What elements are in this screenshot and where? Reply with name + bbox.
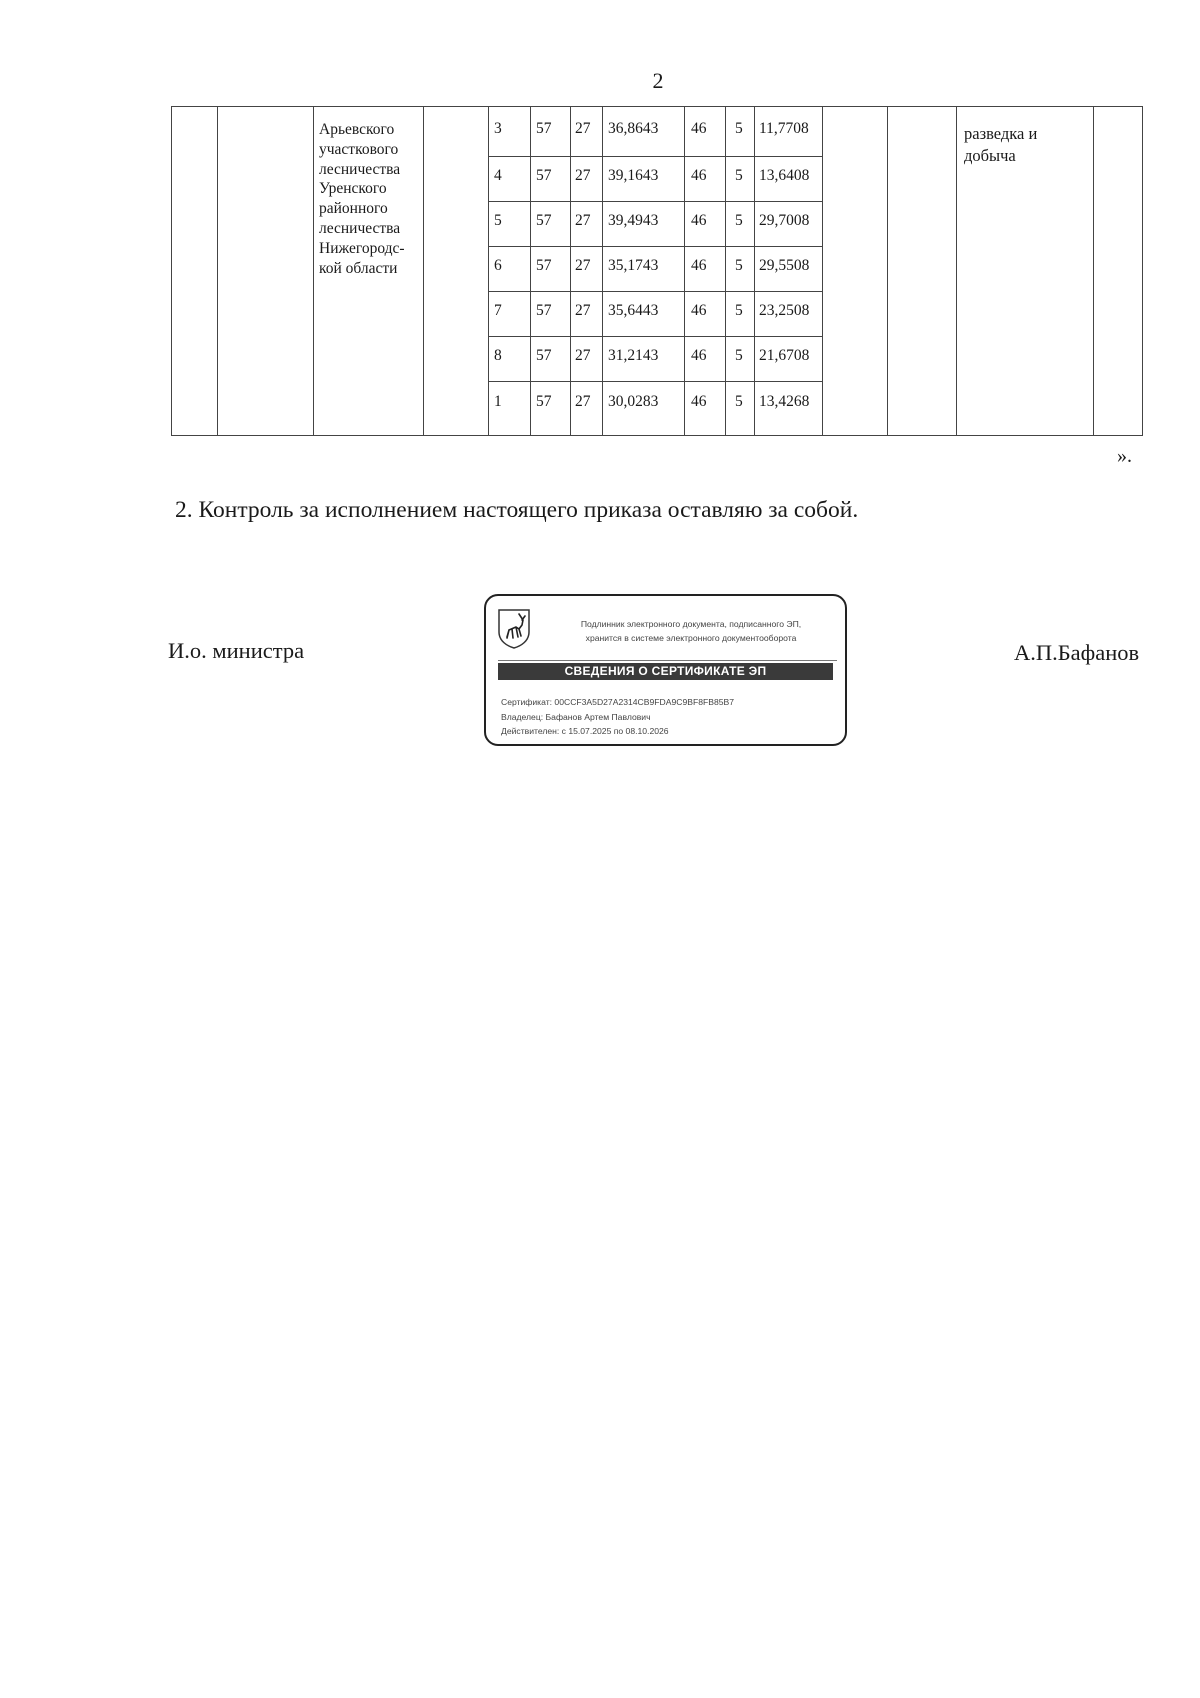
lat-minutes: 27 <box>575 167 591 184</box>
coordinates-table <box>171 106 1143 436</box>
certificate-owner: Владелец: Бафанов Артем Павлович <box>501 711 651 722</box>
lon-minutes: 5 <box>735 257 743 274</box>
lat-degrees: 57 <box>536 393 552 410</box>
stamp-note-line: Подлинник электронного документа, подписанного ЭП, <box>580 619 802 629</box>
lon-seconds: 13,6408 <box>759 167 810 184</box>
lat-seconds: 31,2143 <box>608 347 659 364</box>
stamp-note-line: хранится в системе электронного документооборота <box>585 633 797 643</box>
lat-seconds: 35,1743 <box>608 257 659 274</box>
point-number: 5 <box>494 212 502 229</box>
lon-seconds: 11,7708 <box>759 120 809 137</box>
point-number: 7 <box>494 302 502 319</box>
point-number: 6 <box>494 257 502 274</box>
lon-seconds: 23,2508 <box>759 302 810 319</box>
lon-degrees: 46 <box>691 212 707 229</box>
lon-seconds: 13,4268 <box>759 393 810 410</box>
lon-minutes: 5 <box>735 302 743 319</box>
signatory-name: А.П.Бафанов <box>1014 640 1140 665</box>
lat-degrees: 57 <box>536 347 552 364</box>
region-line: Арьевского <box>319 121 395 138</box>
lon-degrees: 46 <box>691 167 707 184</box>
point-number: 8 <box>494 347 502 364</box>
page-number: 2 <box>652 68 664 93</box>
lon-minutes: 5 <box>735 347 743 364</box>
lat-degrees: 57 <box>536 257 552 274</box>
lat-minutes: 27 <box>575 302 591 319</box>
region-line: участкового <box>319 140 399 158</box>
lat-seconds: 36,8643 <box>608 120 659 137</box>
lat-seconds: 35,6443 <box>608 302 659 319</box>
lon-seconds: 21,6708 <box>759 347 810 364</box>
region-line: лесничества <box>319 160 401 178</box>
lon-minutes: 5 <box>735 120 743 137</box>
lat-minutes: 27 <box>575 393 591 410</box>
point-number: 1 <box>494 393 502 410</box>
certificate-number: Сертификат: 00CCF3A5D27A2314CB9FDA9C9BF8FB85B7 <box>501 697 735 707</box>
purpose-line: разведка и <box>964 124 1038 143</box>
lat-seconds: 30,0283 <box>608 393 659 410</box>
lon-minutes: 5 <box>735 212 743 229</box>
lon-seconds: 29,5508 <box>759 257 810 274</box>
lat-degrees: 57 <box>536 120 552 137</box>
region-line: Уренского <box>319 180 387 198</box>
forestry-region-cell <box>319 120 431 278</box>
lat-minutes: 27 <box>575 212 591 229</box>
lat-minutes: 27 <box>575 120 591 137</box>
closing-quote: ». <box>1117 445 1132 467</box>
certificate-info <box>501 695 734 739</box>
point-number: 4 <box>494 167 502 184</box>
lon-degrees: 46 <box>691 120 707 137</box>
point-number: 3 <box>494 120 502 137</box>
region-line: районного <box>319 200 388 218</box>
region-line: Нижегородс- <box>319 239 405 257</box>
certificate-banner: СВЕДЕНИЯ О СЕРТИФИКАТЕ ЭП <box>498 663 833 680</box>
coat-of-arms-icon <box>497 608 531 650</box>
lon-degrees: 46 <box>691 257 707 274</box>
purpose-cell <box>964 123 1094 167</box>
lat-minutes: 27 <box>575 347 591 364</box>
signatory-title: И.о. министра <box>168 638 305 663</box>
electronic-signature-stamp <box>484 594 847 746</box>
stamp-note <box>546 617 836 645</box>
lon-seconds: 29,7008 <box>759 212 810 229</box>
lat-degrees: 57 <box>536 302 552 319</box>
item-2-paragraph: 2. Контроль за исполнением настоящего приказа оставляю за собой. <box>175 497 859 523</box>
lat-seconds: 39,4943 <box>608 212 659 229</box>
lon-degrees: 46 <box>691 347 707 364</box>
region-line: лесничества <box>319 219 401 237</box>
lat-degrees: 57 <box>536 212 552 229</box>
certificate-validity: Действителен: с 15.07.2025 по 08.10.2026 <box>501 726 669 736</box>
lon-degrees: 46 <box>691 302 707 319</box>
region-line: кой области <box>319 259 398 277</box>
lat-minutes: 27 <box>575 257 591 274</box>
lat-seconds: 39,1643 <box>608 167 659 184</box>
lon-minutes: 5 <box>735 393 743 410</box>
lon-degrees: 46 <box>691 393 707 410</box>
lon-minutes: 5 <box>735 167 743 184</box>
purpose-line: добыча <box>964 146 1016 165</box>
lat-degrees: 57 <box>536 167 552 184</box>
